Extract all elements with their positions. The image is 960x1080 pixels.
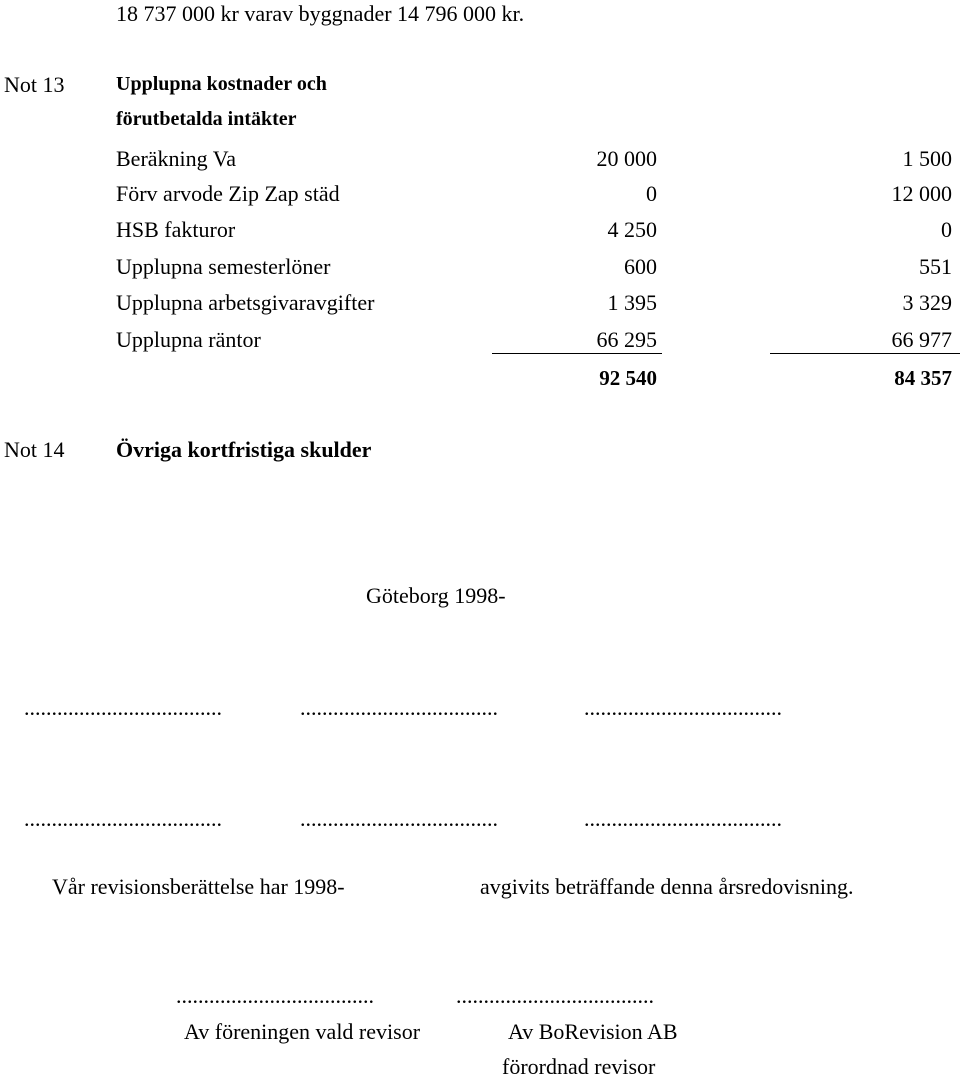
signature-line: .................................... <box>24 806 222 831</box>
row-current: 1 395 <box>607 290 657 315</box>
row-name: Upplupna räntor <box>116 327 261 352</box>
audit-statement-left: Vår revisionsberättelse har 1998- <box>52 874 345 899</box>
signature-line: .................................... <box>584 806 782 831</box>
place-date: Göteborg 1998- <box>366 583 506 608</box>
top-line: 18 737 000 kr varav byggnader 14 796 000 kr. <box>116 1 525 26</box>
note13-label: Not 13 <box>4 72 65 97</box>
auditor-right-subtitle: förordnad revisor <box>502 1054 656 1079</box>
note14-label: Not 14 <box>4 437 65 462</box>
sum-rule-previous <box>770 353 960 354</box>
audit-statement-right: avgivits beträffande denna årsredovisning. <box>480 874 854 899</box>
row-current: 66 295 <box>596 327 657 352</box>
row-previous: 551 <box>919 254 952 279</box>
sum-rule-current <box>492 353 662 354</box>
row-name: Upplupna semesterlöner <box>116 254 331 279</box>
row-name: Förv arvode Zip Zap städ <box>116 181 340 206</box>
total-current: 92 540 <box>599 366 657 390</box>
signature-line: .................................... <box>300 695 498 720</box>
auditor-signature-line: .................................... <box>176 983 374 1008</box>
row-name: Beräkning Va <box>116 146 236 171</box>
row-previous: 1 500 <box>902 146 952 171</box>
row-name: HSB fakturor <box>116 217 236 242</box>
auditor-left-title: Av föreningen vald revisor <box>184 1019 421 1044</box>
row-previous: 3 329 <box>902 290 952 315</box>
note13-title-line2: förutbetalda intäkter <box>116 108 297 130</box>
row-current: 20 000 <box>596 146 657 171</box>
signature-line: .................................... <box>24 695 222 720</box>
row-current: 0 <box>646 181 657 206</box>
row-previous: 0 <box>941 217 952 242</box>
row-previous: 66 977 <box>891 327 952 352</box>
signature-line: .................................... <box>300 806 498 831</box>
signature-line: .................................... <box>584 695 782 720</box>
total-previous: 84 357 <box>894 366 952 390</box>
row-name: Upplupna arbetsgivaravgifter <box>116 290 375 315</box>
note14-title: Övriga kortfristiga skulder <box>116 437 372 462</box>
auditor-right-title: Av BoRevision AB <box>508 1019 678 1044</box>
row-current: 600 <box>624 254 657 279</box>
auditor-signature-line: .................................... <box>456 983 654 1008</box>
note13-title-line1: Upplupna kostnader och <box>116 73 327 95</box>
row-previous: 12 000 <box>891 181 952 206</box>
row-current: 4 250 <box>607 217 657 242</box>
